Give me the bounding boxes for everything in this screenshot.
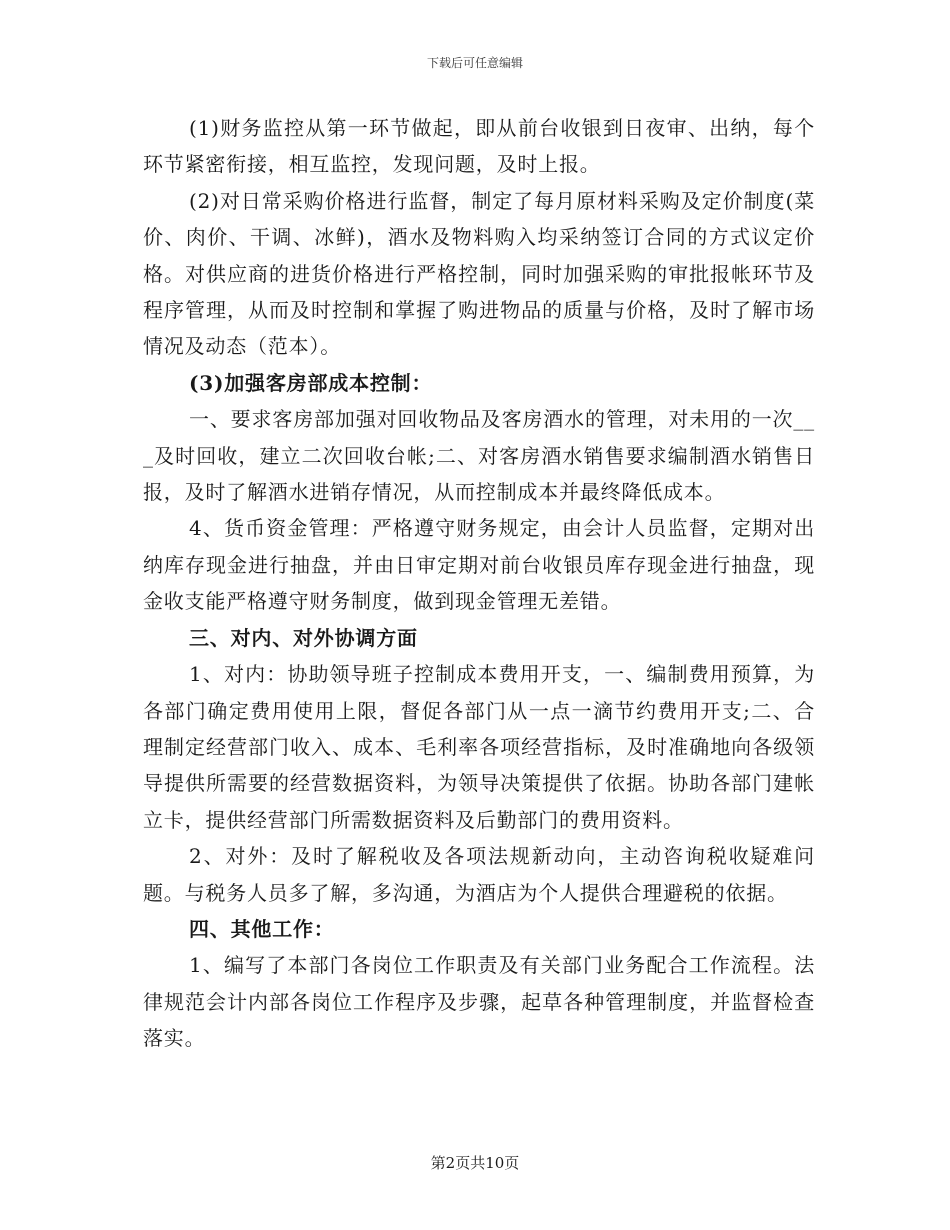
paragraph-financial-monitoring: (1)财务监控从第一环节做起，即从前台收银到日夜审、出纳，每个环节紧密衔接，相互监控，发现问题，及时上报。 (143, 116, 815, 177)
paragraph-other-work: 1、编写了本部门各岗位工作职责及有关部门业务配合工作流程。法律规范会计内部各岗位工作程序及步骤，起草各种管理制度，并监督检查落实。 (143, 953, 815, 1051)
paragraph-cash-management: 4、货币资金管理：严格遵守财务规定，由会计人员监督，定期对出纳库存现金进行抽盘，并由日审定期对前台收银员库存现金进行抽盘，现金收支能严格遵守财务制度，做到现金管理无差错。 (143, 516, 815, 614)
paragraph-purchase-price: (2)对日常采购价格进行监督，制定了每月原材料采购及定价制度(菜价、肉价、干调、冰鲜)，酒水及物料购入均采纳签订合同的方式议定价格。对供应商的进货价格进行严格控制，同时加强采购的审批报帐环节及程序管理，从而及时控制和掌握了购进物品的质量与价格，及时了解市场情况及动态（范本）。 (143, 188, 815, 359)
paragraph-housekeeping-cost: 一、要求客房部加强对回收物品及客房酒水的管理，对未用的一次___及时回收，建立二次回收台帐;二、对客房酒水销售要求编制酒水销售日报，及时了解酒水进销存情况，从而控制成本并最终降低成本。 (143, 407, 815, 505)
document-body (143, 110, 815, 1057)
page-footer: 第2页共10页 (430, 1154, 520, 1172)
page-header: 下载后可任意编辑 (426, 56, 523, 70)
section-heading-housekeeping-cost: (3)加强客房部成本控制： (189, 370, 433, 395)
section-heading-other-work: 四、其他工作： (189, 916, 335, 941)
paragraph-external-coordination: 2、对外：及时了解税收及各项法规新动向，主动咨询税收疑难问题。与税务人员多了解，多沟通，为酒店为个人提供合理避税的依据。 (143, 844, 815, 905)
paragraph-internal-coordination: 1、对内：协助领导班子控制成本费用开支，一、编制费用预算，为各部门确定费用使用上限，督促各部门从一点一滴节约费用开支;二、合理制定经营部门收入、成本、毛利率各项经营指标，及时准确地向各级领导提供所需要的经营数据资料，为领导决策提供了依据。协助各部门建帐立卡，提供经营部门所需数据资料及后勤部门的费用资料。 (143, 662, 815, 832)
section-heading-coordination: 三、对内、对外协调方面 (189, 625, 418, 650)
